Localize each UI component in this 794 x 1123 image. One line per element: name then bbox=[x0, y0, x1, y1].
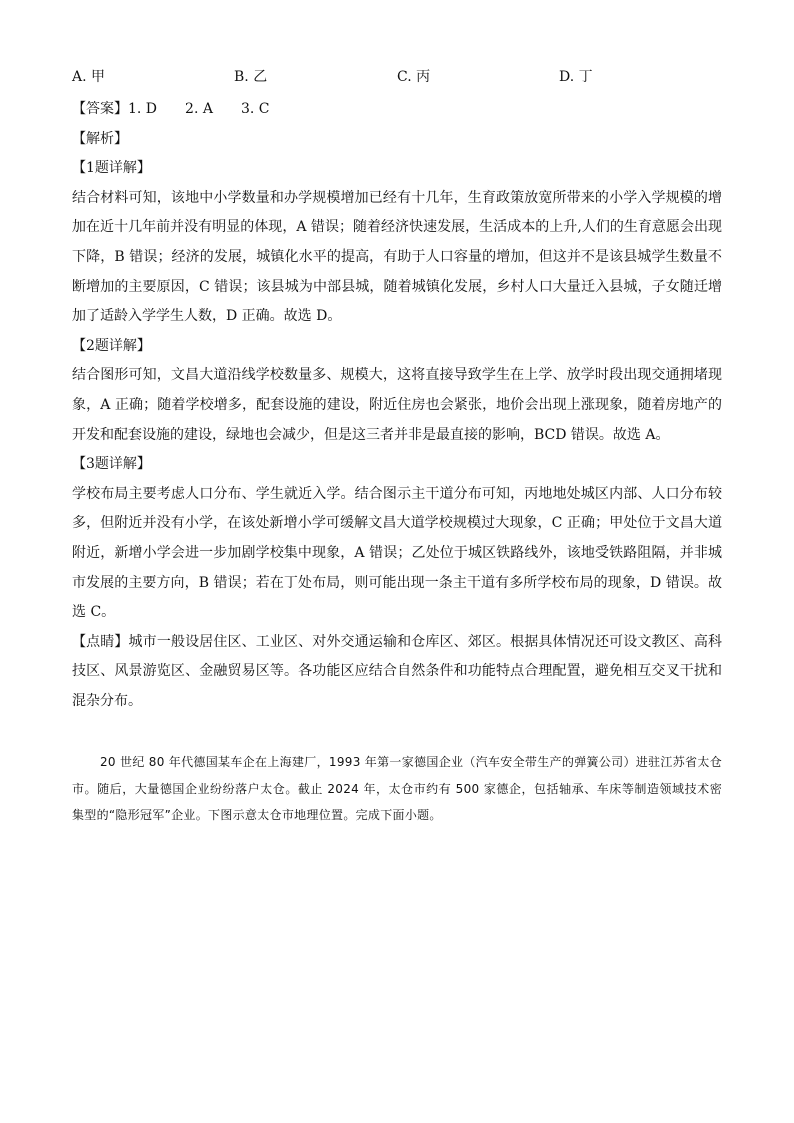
q3-heading: 【3题详解】 bbox=[72, 456, 151, 473]
q2-explanation: 结合图形可知，文昌大道沿线学校数量多、规模大，这将直接导致学生在上学、放学时段出现交通拥堵现象，A 正确；随着学校增多，配套设施的建设，附近住房也会紧张，地价会出现上涨现象，随着房地产的开发和配套设施的建设，绿地也会减少，但是这三者并非是最直接的影响，BCD 错误。故选 A。 bbox=[72, 367, 722, 443]
answer-line: 【答案】1. D 2. A 3. C bbox=[72, 101, 270, 117]
next-question-material bbox=[72, 749, 722, 829]
q1-heading: 【1题详解】 bbox=[72, 160, 151, 177]
q3-explanation: 学校布局主要考虑人口分布、学生就近入学。结合图示主干道分布可知，丙地地处城区内部、人口分布较多，但附近并没有小学，在该处新增小学可缓解文昌大道学校规模过大现象，C 正确；甲处位于文昌大道附近，新增小学会进一步加剧学校集中现象，A 错误；乙处位于城区铁路线外，该地受铁路阻隔，并非城市发展的主要方向，B 错误；若在丁处布局，则可能出现一条主干道有多所学校布局的现象，D 错误。故选 C。 bbox=[72, 485, 722, 621]
answer-analysis bbox=[72, 95, 722, 716]
option-a: A. 甲 bbox=[72, 69, 106, 85]
analysis-heading: 【解析】 bbox=[72, 130, 128, 147]
q1-explanation: 结合材料可知，该地中小学数量和办学规模增加已经有十几年，生育政策放宽所带来的小学入学规模的增加在近十几年前并没有明显的体现，A 错误；随着经济快速发展，生活成本的上升,人们的生育意愿会出现下降，B 错误；经济的发展，城镇化水平的提高，有助于人口容量的增加，但这并不是该县城学生数量不断增加的主要原因，C 错误；该县城为中部县城，随着城镇化发展，乡村人口大量迁入县城，子女随迁增加了适龄入学学生人数，D 正确。故选 D。 bbox=[72, 189, 722, 325]
tip-body: 城市一般设居住区、工业区、对外交通运输和仓库区、郊区。根据具体情况还可设文教区、高科技区、风景游览区、金融贸易区等。各功能区应结合自然条件和功能特点合理配置，避免相互交叉干扰和混杂分布。 bbox=[72, 633, 723, 709]
q2-heading: 【2题详解】 bbox=[72, 337, 151, 354]
option-c: C. 丙 bbox=[397, 69, 431, 85]
material-text: 20 世纪 80 年代德国某车企在上海建厂，1993 年第一家德国企业（汽车安全带生产的弹簧公司）进驻江苏省太仓市。随后，大量德国企业纷纷落户太仓。截止 2024 年，太仓市约有 500 家德企，包括轴承、车床等制造领域技术密集型的“隐形冠军”企业。下图示意太仓市地理位置。完成下面小题。 bbox=[72, 755, 722, 822]
tip-heading: 【点睛】 bbox=[72, 633, 129, 650]
option-b: B. 乙 bbox=[234, 69, 268, 85]
answer-options bbox=[72, 66, 722, 88]
option-d: D. 丁 bbox=[559, 69, 593, 85]
tip-paragraph bbox=[72, 628, 722, 717]
